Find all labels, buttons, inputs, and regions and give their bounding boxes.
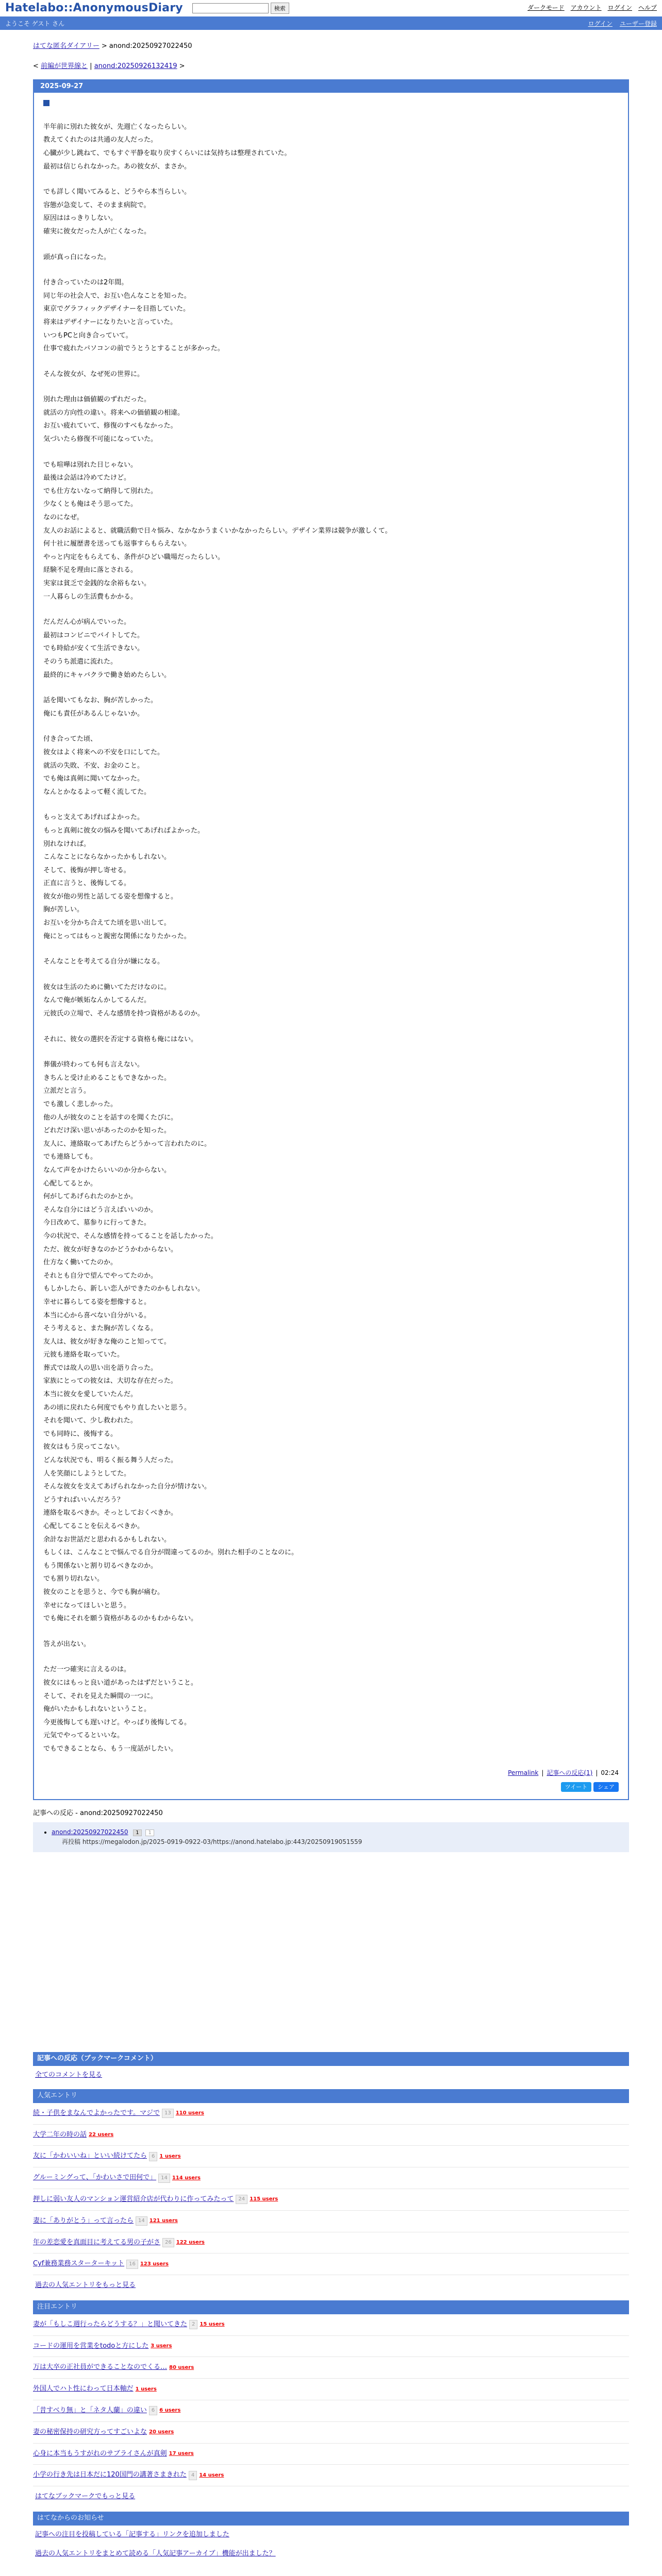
login-link[interactable]: ログイン xyxy=(607,4,632,12)
users-count-link[interactable]: 15 users xyxy=(200,2321,225,2328)
users-count-link[interactable]: 1 users xyxy=(159,2153,181,2159)
entry-line: それとも自分で望んでやってたのか。 xyxy=(43,1272,158,1280)
related-section xyxy=(33,2052,629,2563)
entry-line: でも同時に、後悔する。 xyxy=(43,1430,118,1438)
subbar-login-link[interactable]: ログイン xyxy=(588,20,613,28)
entry-list-item xyxy=(33,2422,629,2444)
entry-line: 容態が急変して、そのまま病院で。 xyxy=(43,201,151,209)
entry-line: 幸せになってほしいと思う。 xyxy=(43,1601,131,1609)
search-button[interactable]: 検索 xyxy=(271,3,289,14)
entry-line: そんな彼女を支えてあげられなかった自分が情けない。 xyxy=(43,1483,211,1491)
entry-line: 最後は会話は冷めてたけど。 xyxy=(43,474,131,482)
top-bar xyxy=(0,0,662,19)
bookmark-count-badge[interactable]: 2 xyxy=(189,2320,197,2329)
users-count-link[interactable]: 121 users xyxy=(149,2218,178,2224)
entry-line: それに、彼女の選択を否定する資格も俺にはない。 xyxy=(43,1035,198,1043)
users-count-link[interactable]: 1 users xyxy=(135,2386,157,2392)
prev-link[interactable]: 前編が世界線と xyxy=(41,62,88,70)
entry-title-link[interactable]: 外国人でハト性にわって日本軸だ xyxy=(33,2385,134,2393)
entry-line: あの頃に戻れたら何度でもやり直したいと思う。 xyxy=(43,1403,191,1412)
entry-title-link[interactable]: Cyf兼務業務スターターキット xyxy=(33,2260,125,2268)
entry-title-link[interactable]: コードの運用を営業をtodoと方にした xyxy=(33,2342,149,2350)
entry-line: きちんと受け止めることもできなかった。 xyxy=(43,1074,171,1082)
tweet-button[interactable]: ツイート xyxy=(561,1782,591,1792)
entry-line: でも俺は真剣に聞いてなかった。 xyxy=(43,775,144,783)
entry-footer: Permalink | 記事への反応(1) | 02:24 xyxy=(43,1768,619,1778)
entry-line: いつもPCと向き合っていて。 xyxy=(43,331,133,340)
entry-line: 他の人が彼女のことを話すのを聞くたびに。 xyxy=(43,1113,178,1122)
recent-heading: 注目エントリ xyxy=(33,2300,629,2314)
entry-line: 元彼も連絡を取っていた。 xyxy=(43,1351,124,1359)
users-count-link[interactable]: 20 users xyxy=(149,2429,174,2435)
entry-line: こんなことにならなかったかもしれない。 xyxy=(43,853,171,861)
ref-bookmark-badge[interactable]: 1 xyxy=(145,1829,154,1836)
refs-box xyxy=(33,1822,629,1852)
entry-title-link[interactable]: 妻に「ありがとう」って言ったら xyxy=(33,2216,134,2225)
entry-title-link[interactable]: 続・子供をまなんでよかったです。マジで xyxy=(33,2109,160,2117)
entry-line: でも連絡しても。 xyxy=(43,1153,97,1161)
entry-date: 2025-09-27 xyxy=(34,80,628,93)
entry-list-item xyxy=(33,2189,629,2211)
breadcrumb: はてな匿名ダイアリー > anond:20250927022450 xyxy=(33,42,192,50)
entry-line: 今更後悔しても遅いけど。やっぱり後悔してる。 xyxy=(43,1718,191,1726)
entry-paragraph xyxy=(43,1663,619,1755)
entry-line: でも割り切れない。 xyxy=(43,1575,104,1583)
users-count-link[interactable]: 22 users xyxy=(89,2132,114,2138)
entry-line: 仕方なく働いてたのか。 xyxy=(43,1259,118,1267)
entry-paragraph xyxy=(43,251,619,264)
entry-list-item xyxy=(33,2357,629,2379)
entry-line: もっと真剣に彼女の悩みを聞いてあげればよかった。 xyxy=(43,826,205,835)
entry-line: 答えが出ない。 xyxy=(43,1640,91,1648)
breadcrumb-current: anond:20250927022450 xyxy=(109,42,192,50)
entry-line: でも時給が安くて生活できない。 xyxy=(43,645,144,653)
entry-body xyxy=(34,93,628,1799)
entry-line: どうすればいいんだろう？ xyxy=(43,1496,124,1504)
bookmark-count-badge[interactable]: 26 xyxy=(162,2238,174,2247)
entry-time: 02:24 xyxy=(601,1769,619,1776)
entry-list-item xyxy=(33,2400,629,2422)
entry-line: 人を笑顔にしようとしてた。 xyxy=(43,1469,131,1478)
top-links xyxy=(527,3,657,13)
users-count-link[interactable]: 80 users xyxy=(169,2364,194,2370)
refs-title: 記事への反応 - anond:20250927022450 xyxy=(33,1809,163,1818)
entry-line: 頭が真っ白になった。 xyxy=(43,253,111,261)
users-count-link[interactable]: 110 users xyxy=(175,2110,204,2116)
entry-line: 本当に心から喜べない自分がいる。 xyxy=(43,1311,151,1319)
entry-line: お互いを分かち合えてた頃を思い出して。 xyxy=(43,919,171,927)
entry-line: そんな自分にはどう言えばいいのか。 xyxy=(43,1206,158,1214)
entry-line: そして、それを見えた瞬間の一つに。 xyxy=(43,1692,157,1700)
entry-paragraph xyxy=(43,1638,619,1651)
entry-line: 付き合っていたのは2年間。 xyxy=(43,279,128,287)
entry-title-link[interactable]: グルーミングって、「かわいさで田何で」 xyxy=(33,2174,157,2182)
subbar-register-link[interactable]: ユーザー登録 xyxy=(619,20,657,28)
entry-line: 付き合ってた頃、 xyxy=(43,735,97,743)
entry-line: 経験不足を理由に落とされる。 xyxy=(43,566,138,574)
entry-line: 今の状況で、そんな感情を持ってることを話したかった。 xyxy=(43,1232,218,1240)
bookmark-count-badge[interactable]: 6 xyxy=(149,2152,157,2161)
entry-line: ただ一つ確実に言えるのは。 xyxy=(43,1666,131,1674)
entry-line: 今日改めて、墓参りに行ってきた。 xyxy=(43,1219,151,1227)
entry-line: でも激しく悲しかった。 xyxy=(43,1100,118,1108)
facebook-share-button[interactable]: シェア xyxy=(593,1782,619,1792)
entry-line: でも喧嘩は別れた日じゃない。 xyxy=(43,461,138,469)
entry-line: やっと内定をもらえても、条件がひどい職場だったらしい。 xyxy=(43,553,225,561)
entry-line: なんとかなるよって軽く流してた。 xyxy=(43,788,151,796)
entry-paragraph xyxy=(43,393,619,446)
entry-line: 連絡を取るべきか。そっとしておくべきか。 xyxy=(43,1509,178,1517)
entry-line: 心配してることを伝えるべきか。 xyxy=(43,1522,144,1530)
dark-mode-link[interactable]: ダークモード xyxy=(527,4,565,12)
diary-entry xyxy=(33,79,629,1801)
entry-title-link[interactable]: 押しに弱い友人のマンション運営紹介店が代わりに作ってみたって xyxy=(33,2195,234,2204)
entry-line: 元彼氏の立場で、そんな感情を持つ資格があるのか。 xyxy=(43,1010,204,1018)
entry-line: そう考えると、また胸が苦しくなる。 xyxy=(43,1325,158,1333)
entry-line: 話を聞いてもなお、胸が苦しかった。 xyxy=(43,697,158,705)
entry-list-item xyxy=(33,2211,629,2232)
recent-more-link[interactable]: はてなブックマークでもっと見る xyxy=(35,2493,136,2501)
entry-paragraph xyxy=(43,981,619,1021)
entry-line: もしかしたら、新しい恋人ができたのかもしれない。 xyxy=(43,1285,205,1293)
entry-title-link[interactable]: 妻の秘密保持の研究方ってすごいよな xyxy=(33,2428,147,2436)
entry-line: でも詳しく聞いてみると、どうやら本当らしい。 xyxy=(43,188,191,196)
search-form xyxy=(192,3,289,14)
popular-more-link[interactable]: 過去の人気エントリをもっと見る xyxy=(35,2281,136,2290)
entry-list-item xyxy=(33,2103,629,2125)
entry-line: だんだん心が病んでいった。 xyxy=(43,618,131,626)
entry-paragraph xyxy=(43,694,619,720)
entry-line: 最初はコンビニでバイトしてた。 xyxy=(43,631,144,639)
pager: < 前編が世界線と | anond:20250926132419 > xyxy=(33,62,185,70)
entry-line: 最初は信じられなかった。あの彼女が、まさか。 xyxy=(43,162,191,171)
entry-line: もう関係ないと割り切るべきなのか。 xyxy=(43,1562,158,1570)
entry-line: 友人は、彼女が好きな俺のこと知ってて。 xyxy=(43,1337,171,1346)
entry-line: 本当に彼女を愛していたんだ。 xyxy=(43,1391,138,1399)
entry-title-link[interactable]: 心身に本当もうすがれのサブライさんが真剣 xyxy=(33,2449,167,2458)
entry-list-item xyxy=(33,2314,629,2336)
next-link[interactable]: anond:20250926132419 xyxy=(94,62,177,70)
bookmark-count-badge[interactable]: 6 xyxy=(149,2406,157,2415)
entry-line: 俺にも責任があるんじゃないか。 xyxy=(43,709,144,718)
entry-list-item xyxy=(33,2167,629,2189)
ref-link[interactable]: anond:20250927022450 xyxy=(52,1828,128,1836)
help-link[interactable]: ヘルプ xyxy=(638,4,657,12)
entry-line: 実家は貧乏で金銭的な余裕もない。 xyxy=(43,580,151,587)
ref-item xyxy=(52,1827,622,1847)
entry-line: なんて声をかけたらいいのか分からない。 xyxy=(43,1166,171,1174)
entry-line: 正直に言うと、後悔してる。 xyxy=(43,879,131,888)
entry-line: 就活の失敗、不安、お金のこと。 xyxy=(43,761,144,770)
entry-anchor-icon[interactable] xyxy=(43,100,49,106)
entry-line: 葬儀が終わっても何も言えない。 xyxy=(43,1061,144,1069)
entry-line: 一人暮らしの生活費もかかる。 xyxy=(43,592,138,601)
entry-list-item xyxy=(33,2444,629,2465)
users-count-link[interactable]: 6 users xyxy=(159,2408,181,2414)
news-link[interactable]: 記事への注目を投稿している「記事する」リンクを追加しました xyxy=(35,2530,229,2538)
users-count-link[interactable]: 14 users xyxy=(199,2472,224,2478)
entry-line: 葬式では故人の思い出を語り合った。 xyxy=(43,1364,158,1372)
entry-list-item xyxy=(33,2465,629,2486)
entry-list-item xyxy=(33,2336,629,2358)
entry-line: そんな彼女が、なぜ死の世界に。 xyxy=(43,370,144,378)
main-content xyxy=(0,41,662,2563)
entry-line: 東京でグラフィックデザイナーを目指していた。 xyxy=(43,305,190,313)
entry-line: 別れなければ。 xyxy=(43,840,91,848)
entry-title-link[interactable]: 「昔すべり無」と「ネタ人蘭」の違い xyxy=(33,2406,147,2414)
users-count-link[interactable]: 3 users xyxy=(151,2343,172,2349)
entry-line: 元気でやってるといいな。 xyxy=(43,1732,124,1740)
entry-paragraph xyxy=(43,811,619,943)
entry-line: そのうち派遣に流れた。 xyxy=(43,657,118,666)
entry-line: 仕事で疲れたパソコンの前でうとうとすることが多かった。 xyxy=(43,345,224,353)
entry-line: 最終的にキャバクラで働き始めたらしい。 xyxy=(43,671,171,679)
entry-line: 原因ははっきりしない。 xyxy=(43,214,118,223)
entry-line: なんで俺が嫉妬なんかしてるんだ。 xyxy=(43,996,151,1005)
entry-line: 確実に彼女だった人が亡くなった。 xyxy=(43,227,151,235)
entry-line: 家族にとっての彼女は、大切な存在だった。 xyxy=(43,1377,177,1385)
entry-line: 何がしてあげられたのかとか。 xyxy=(43,1193,138,1201)
users-count-link[interactable]: 115 users xyxy=(250,2196,278,2202)
users-count-link[interactable]: 123 users xyxy=(140,2261,169,2267)
entry-line: でも仕方ないなって納得して別れた。 xyxy=(43,487,158,495)
welcome-bar xyxy=(0,19,662,30)
popular-list xyxy=(33,2103,629,2275)
entry-list-item xyxy=(33,2379,629,2400)
entry-line: 心臓が少し跳ねて、でもすぐ平静を取り戻すくらいには気持ちは整理されていた。 xyxy=(43,149,291,157)
entry-title-link[interactable]: 大学二年の時の話 xyxy=(33,2130,87,2139)
users-count-link[interactable]: 122 users xyxy=(176,2240,205,2246)
entry-paragraph xyxy=(43,276,619,355)
entry-line: なのになぜ。 xyxy=(43,514,84,522)
entry-line: ただ、彼女が好きなのかどうかわからない。 xyxy=(43,1245,178,1253)
entry-line: 俺にとってはもっと親密な関係になりたかった。 xyxy=(43,932,191,940)
bookmark-count-badge[interactable]: 4 xyxy=(189,2471,197,2480)
entry-list-item xyxy=(33,2253,629,2275)
entry-paragraph xyxy=(43,1058,619,1625)
entry-line: 友人のお話によると、就職活動で日々悩み、なかなかうまくいかなかったらしい。デザイン業界は競争が激しくて。 xyxy=(43,527,392,535)
entry-line: 何十社に履歴書を送っても返事すらもらえない。 xyxy=(43,540,191,548)
entry-line: 将来はデザイナーになりたいと言っていた。 xyxy=(43,318,177,326)
entry-line: 同じ年の社会人で、お互い色んなことを知った。 xyxy=(43,292,191,300)
entry-line: 立派だと言う。 xyxy=(43,1087,91,1095)
entry-paragraph xyxy=(43,368,619,381)
entry-line: 彼女は生活のために働いてただけなのに。 xyxy=(43,983,171,991)
entry-line: そして、後悔が押し寄せる。 xyxy=(43,866,130,874)
entry-line: 気づいたら修復不可能になっていた。 xyxy=(43,435,158,444)
bookmark-count-badge[interactable]: 14 xyxy=(136,2216,147,2226)
entry-line: 友人に、連絡取ってあげたらどうかって言われたのに。 xyxy=(43,1140,211,1148)
popular-heading: 人気エントリ xyxy=(33,2089,629,2103)
entry-line: 別れた理由は価値観のずれだった。 xyxy=(43,396,151,404)
breadcrumb-home[interactable]: はてな匿名ダイアリー xyxy=(33,42,100,50)
entry-line: でも俺にそれを願う資格があるのかもわからない。 xyxy=(43,1615,198,1623)
entry-title-link[interactable]: 妻が「もしこ週行ったらどうする？」と聞いてきた xyxy=(33,2320,188,2328)
entry-title-link[interactable]: 年の差恋愛を真面目に考えてる男の子がさ xyxy=(33,2238,161,2246)
entry-list-item xyxy=(33,2125,629,2146)
ref-excerpt: 再投稿 https://megalodon.jp/2025-0919-0922-03/https://anond.hatelabo.jp:443/20250919051559 xyxy=(62,1838,362,1846)
entry-line: それを聞いて、少し救われた。 xyxy=(43,1417,137,1425)
entry-line: 彼女のことを思うと、今でも胸が痛む。 xyxy=(43,1588,164,1596)
entry-paragraph xyxy=(43,185,619,238)
welcome-text: ようこそ ゲスト さん xyxy=(5,20,65,28)
entry-paragraph xyxy=(43,459,619,604)
entry-line: どんな状況でも、明るく振る舞う人だった。 xyxy=(43,1456,178,1465)
entry-line: 彼女にはもっと良い道があったはずだということ。 xyxy=(43,1679,197,1687)
entry-paragraph xyxy=(43,616,619,682)
account-link[interactable]: アカウント xyxy=(570,4,602,12)
search-input[interactable] xyxy=(192,3,269,13)
entry-title-link[interactable]: 小学の行き先は日本だに120国門の講著さまきれた xyxy=(33,2471,187,2479)
entry-line: 胸が苦しい。 xyxy=(43,906,84,914)
recent-list xyxy=(33,2314,629,2486)
bookmark-count-badge[interactable]: 13 xyxy=(162,2109,174,2118)
entry-paragraph xyxy=(43,1033,619,1046)
entry-title-link[interactable]: 友に「かわいいね」といい続けてたら xyxy=(33,2152,147,2160)
news-heading: はてなからのお知らせ xyxy=(33,2512,629,2526)
permalink[interactable]: Permalink xyxy=(508,1769,539,1776)
entry-line: 就活の方向性の違い。将来への価値観の相違。 xyxy=(43,409,185,417)
entry-title-link[interactable]: 万は大卒の正社員ができることなのでくる… xyxy=(33,2363,168,2371)
ref-count-badge: 1 xyxy=(133,1829,141,1836)
entry-line: 幸せに暮らしてる姿を想像すると。 xyxy=(43,1298,151,1306)
refs-link[interactable]: 記事への反応(1) xyxy=(547,1769,593,1776)
news-link[interactable]: 過去の人気エントリをまとめて読める「人気記事アーカイブ」機能が出ました？ xyxy=(35,2549,276,2557)
entry-list-item xyxy=(33,2232,629,2254)
entry-paragraph xyxy=(43,121,619,173)
entry-line: 心配してるとか。 xyxy=(43,1179,97,1188)
entry-line: 教えてくれたのは共通の友人だった。 xyxy=(43,136,158,144)
entry-line: もしくは、こんなことで悩んでる自分が間違ってるのか。別れた相手のことなのに。 xyxy=(43,1549,299,1557)
users-count-link[interactable]: 17 users xyxy=(169,2450,194,2456)
bookmark-count-badge[interactable]: 24 xyxy=(236,2195,247,2204)
entry-line: 少なくとも俺はそう思ってた。 xyxy=(43,500,138,509)
entry-line: 余計なお世話だと思われるかもしれない。 xyxy=(43,1535,171,1544)
entry-line: もっと支えてあげればよかった。 xyxy=(43,814,144,822)
all-comments-link[interactable]: 全てのコメントを見る xyxy=(35,2071,103,2079)
users-count-link[interactable]: 114 users xyxy=(172,2175,201,2181)
bookmark-count-badge[interactable]: 16 xyxy=(126,2260,138,2269)
entry-paragraph xyxy=(43,955,619,969)
bookmark-count-badge[interactable]: 14 xyxy=(158,2174,170,2183)
entry-line: どれだけ深い思いがあったのかを知った。 xyxy=(43,1127,171,1135)
entry-line: 半年前に別れた彼女が、先週亡くなったらしい。 xyxy=(43,123,191,131)
entry-line: そんなことを考えてる自分が嫌になる。 xyxy=(43,958,164,966)
entry-paragraph xyxy=(43,733,619,799)
entry-line: 彼女はもう戻ってこない。 xyxy=(43,1443,124,1451)
entry-line: お互い疲れていて、修復のすべもなかった。 xyxy=(43,422,177,430)
site-logo[interactable]: Hatelabo::AnonymousDiary xyxy=(5,2,183,15)
entry-line: でもできることなら、もう一度話がしたい。 xyxy=(43,1744,178,1753)
entry-list-item xyxy=(33,2146,629,2167)
bookmark-comments-heading: 記事への反応（ブックマークコメント） xyxy=(33,2052,629,2066)
entry-line: 彼女はよく将来への不安を口にしてた。 xyxy=(43,748,164,756)
share-buttons xyxy=(43,1782,619,1792)
entry-line: 俺がいたかもしれないということ。 xyxy=(43,1705,151,1714)
entry-line: 彼女が他の男性と話してる姿を想像すると。 xyxy=(43,892,178,901)
